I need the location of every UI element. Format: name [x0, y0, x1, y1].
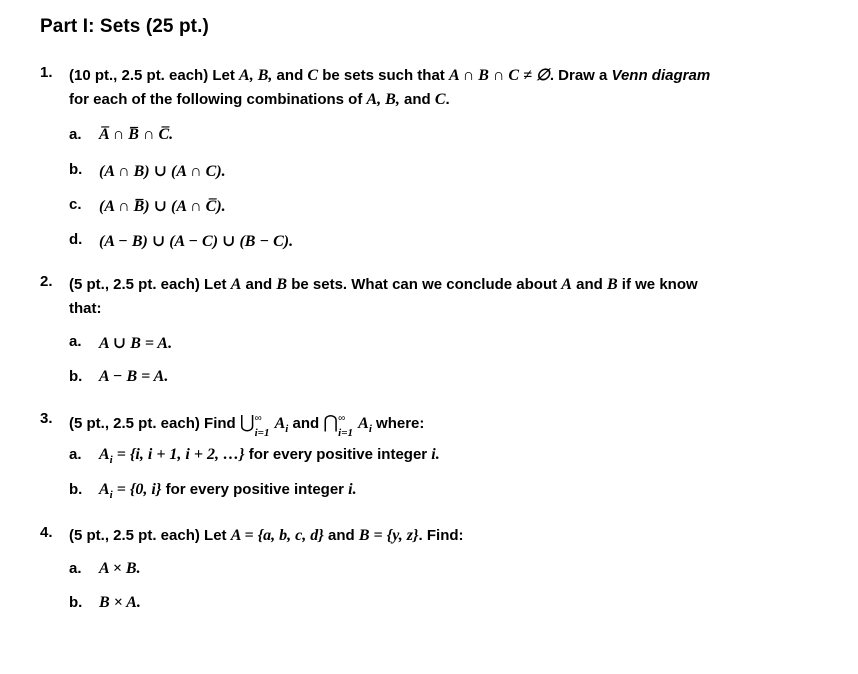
- question-1: [40, 64, 820, 114]
- q2-text-part: if we know: [617, 276, 698, 293]
- q3-text-part: and: [288, 415, 324, 432]
- intersection-var-sub: i: [368, 423, 372, 435]
- sub-expression: A̅ ∩ B̅ ∩ C̅.: [99, 126, 174, 143]
- question-text: [69, 524, 809, 548]
- sub-expression: A ∪ B = A.: [99, 335, 173, 352]
- intersection-sub: i=1: [338, 427, 353, 440]
- sub-label: a.: [69, 560, 82, 577]
- set-expr: = {i, i + 1, i + 2, …}: [112, 446, 245, 463]
- intersection-limits: [338, 413, 358, 440]
- q1-text-part: and: [399, 91, 435, 108]
- sub-text: for every positive integer: [244, 446, 432, 463]
- question-4: [40, 524, 820, 550]
- big-union-symbol: ⋃: [239, 412, 255, 432]
- q2-text-part: (5 pt., 2.5 pt. each) Let: [69, 276, 231, 293]
- question-text: [69, 64, 809, 112]
- set-var-sub: i: [109, 454, 113, 466]
- q4-text-part: . Find:: [418, 527, 464, 544]
- q1-emphasis: Venn diagram: [611, 67, 711, 84]
- question-number: 1.: [40, 64, 53, 81]
- q2-math: B: [606, 276, 618, 293]
- q1-text-part: (10 pt., 2.5 pt. each) Let: [69, 67, 240, 84]
- sub-expression: A × B.: [99, 560, 141, 577]
- q2-text-part: be sets. What can we conclude about: [287, 276, 562, 293]
- set-var-sub: i: [109, 489, 113, 501]
- q4-math: B = {y, z}: [358, 527, 419, 544]
- sub-tail: i.: [431, 446, 440, 463]
- sub-label: a.: [69, 126, 82, 143]
- q1-math: A, B,: [239, 67, 273, 84]
- union-var: A: [274, 415, 286, 432]
- sub-label: b.: [69, 594, 83, 611]
- q2-math: B: [276, 276, 288, 293]
- q1-text-part: and: [272, 67, 308, 84]
- intersection-var: A: [358, 415, 369, 432]
- sub-expression: B × A.: [99, 594, 141, 611]
- intersection-sup: ∞: [338, 413, 346, 425]
- q2-math: A: [230, 276, 242, 293]
- union-limits: [254, 413, 275, 440]
- sub-expression: (A ∩ B̅) ∪ (A ∩ C̅).: [99, 198, 226, 215]
- sub-label: c.: [69, 196, 82, 213]
- question-number: 4.: [40, 524, 53, 541]
- question-text: [69, 273, 809, 321]
- union-sup: ∞: [254, 413, 262, 425]
- set-var: A: [99, 481, 110, 498]
- q2-math: A: [561, 276, 572, 293]
- question-text: [69, 410, 809, 441]
- q2-text-part: and: [571, 276, 607, 293]
- q4-text-part: (5 pt., 2.5 pt. each) Let: [69, 527, 231, 544]
- q1-text-part: . Draw a: [549, 67, 612, 84]
- question-number: 2.: [40, 273, 53, 290]
- big-intersection-symbol: ⋂: [323, 412, 339, 432]
- sub-expression: [99, 481, 357, 501]
- q1-math: A ∩ B ∩ C ≠ ∅: [448, 67, 550, 84]
- q1-math: C: [307, 67, 319, 84]
- sub-label: b.: [69, 161, 83, 178]
- q4-math: A = {a, b, c, d}: [230, 527, 324, 544]
- sub-label: b.: [69, 481, 83, 498]
- sub-expression: [99, 446, 440, 466]
- q4-text-part: and: [323, 527, 359, 544]
- sub-text: for every positive integer: [161, 481, 349, 498]
- q2-text-part: and: [241, 276, 277, 293]
- q1-text-part: be sets such that: [318, 67, 449, 84]
- question-number: 3.: [40, 410, 53, 427]
- q1-math: A, B,: [366, 91, 400, 108]
- set-expr: = {0, i}: [112, 481, 162, 498]
- sub-expression: A − B = A.: [99, 368, 169, 385]
- union-var-sub: i: [285, 423, 289, 435]
- sub-label: a.: [69, 446, 82, 463]
- sub-expression: (A ∩ B) ∪ (A ∩ C).: [99, 163, 226, 180]
- sub-label: d.: [69, 231, 83, 248]
- sub-label: b.: [69, 368, 83, 385]
- q1-text-part: for each of the following combinations of: [69, 91, 367, 108]
- sub-expression: (A − B) ∪ (A − C) ∪ (B − C).: [99, 233, 294, 250]
- union-sub: i=1: [254, 427, 270, 440]
- sub-label: a.: [69, 333, 82, 350]
- q3-text-part: where:: [371, 415, 425, 432]
- q3-text-part: (5 pt., 2.5 pt. each) Find: [69, 415, 240, 432]
- q1-math: C: [434, 91, 446, 108]
- set-var: A: [99, 446, 110, 463]
- q2-text-part: that:: [69, 300, 102, 317]
- sub-tail: i.: [348, 481, 357, 498]
- q1-text-part: .: [445, 91, 450, 108]
- section-title: Part I: Sets (25 pt.): [40, 16, 209, 37]
- question-2: [40, 273, 820, 323]
- question-3: [40, 410, 820, 440]
